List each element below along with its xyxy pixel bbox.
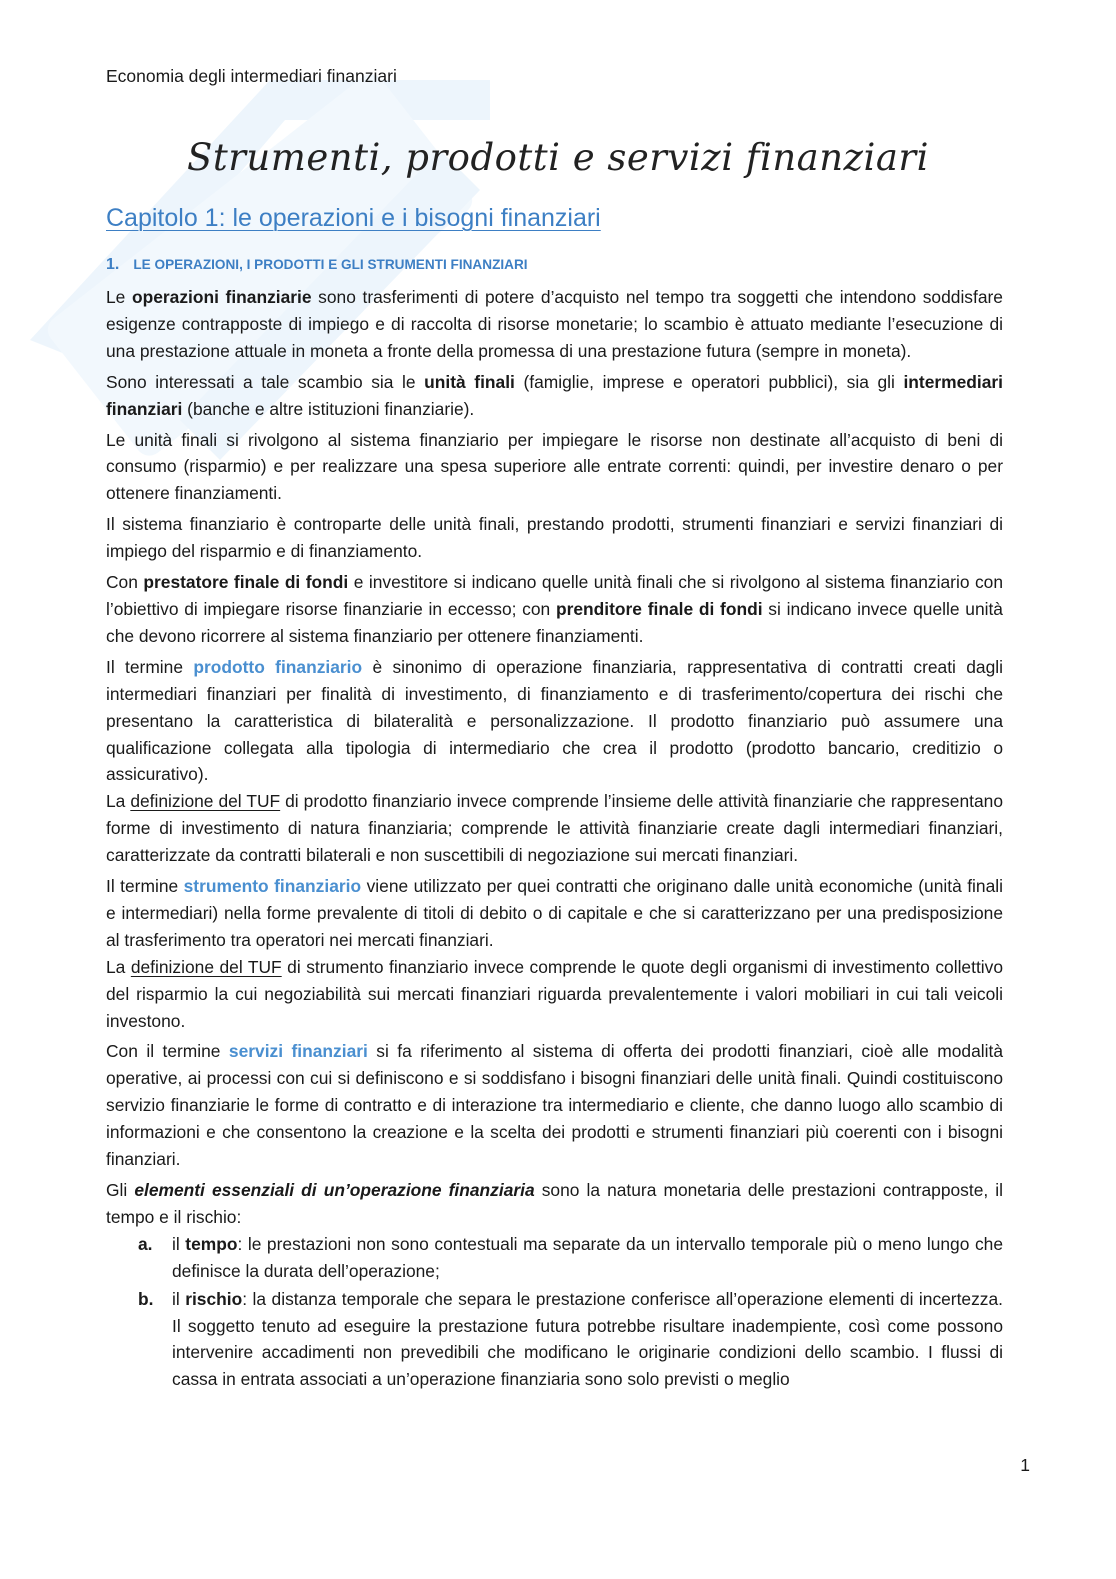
elements-list — [106, 1231, 1003, 1393]
list-item: a. il tempo: le prestazioni non sono contestuali ma separate da un intervallo temporale più o meno lungo che definisce la durata dell’operazione; — [138, 1233, 1003, 1281]
document-title: Strumenti, prodotti e servizi finanziari — [187, 136, 929, 179]
list-item: b. il rischio: la distanza temporale che separa le prestazione conferisce all’operazione elementi di incertezza. Il soggetto tenuto ad eseguire la prestazione futura potrebbe risultare inadempiente, così come possono intervenire accadimenti non prevedibili che modificano le originarie condizioni dello scambio. I flussi di cassa in entrata associati a un’operazione finanziaria sono solo previsti o meglio — [138, 1288, 1003, 1390]
paragraph: Sono interessati a tale scambio sia le unità finali (famiglie, imprese e operatori pubblici), sia gli intermediari finanziari (banche e altre istituzioni finanziarie). — [106, 371, 1003, 419]
running-head: Economia degli intermediari finanziari — [106, 66, 397, 86]
body-text — [106, 284, 1003, 1394]
tuf-definition-link: definizione del TUF — [130, 956, 282, 977]
term-servizi-finanziari: servizi finanziari — [228, 1041, 368, 1062]
term-prodotto-finanziario: prodotto finanziario — [193, 656, 363, 677]
section-number: 1. — [106, 256, 120, 273]
section-title: LE OPERAZIONI, I PRODOTTI E GLI STRUMENTI FINANZIARI — [133, 257, 528, 272]
paragraph: Gli elementi essenziali di un’operazione finanziaria sono la natura monetaria delle prestazioni contrapposte, il tempo e il rischio: — [106, 1180, 1003, 1227]
paragraph: Il sistema finanziario è controparte delle unità finali, prestando prodotti, strumenti finanziari e servizi finanziari di impiego del risparmio e di finanziamento. — [106, 514, 1003, 562]
paragraph: Con prestatore finale di fondi e investitore si indicano quelle unità finali che si rivolgono al sistema finanziario con l’obiettivo di impiegare risorse finanziarie in eccesso; con prenditore finale di fondi si indicano invece quelle unità che devono ricorrere al sistema finanziario per ottenere finanziamenti. — [106, 572, 1004, 646]
page-number: 1 — [1020, 1455, 1030, 1475]
paragraph: Con il termine servizi finanziari si fa riferimento al sistema di offerta dei prodotti finanziari, cioè alle modalità operative, ai processi con cui si definiscono e si soddisfano i bisogni finanziari delle unità finali. Quindi costituiscono servizio finanziarie le forme di contratto e di interazione tra intermediario e cliente, che danno luogo allo scambio di informazioni e che consentono la creazione e la scelta dei prodotti e strumenti finanziari più coerenti con i bisogni finanziari. — [106, 1041, 1004, 1170]
paragraph: Il termine prodotto finanziario è sinonimo di operazione finanziaria, rappresentativa di contratti creati dagli intermediari finanziari per finalità di investimento, di finanziamento e di trasferimento/copertura dei rischi che presentano la caratteristica di bilateralità e personalizzazione. Il prodotto finanziario può assumere una qualificazione collegata alla tipologia di intermediario che crea il prodotto (prodotto bancario, creditizio o assicurativo). — [106, 656, 1003, 785]
paragraph: La definizione del TUF di prodotto finanziario invece comprende l’insieme delle attività finanziarie che rappresentano forme di investimento di natura finanziaria; comprende le attività finanziarie create dagli intermediari finanziari, caratterizzate da contratti bilaterali e non suscettibili di negoziazione sui mercati finanziari. — [106, 791, 1003, 866]
section-heading — [106, 256, 528, 274]
term-strumento-finanziario: strumento finanziario — [183, 876, 362, 897]
paragraph: Le operazioni finanziarie sono trasferimenti di potere d’acquisto nel tempo tra soggetti che intendono soddisfare esigenze contrapposte di impiego e di raccolta di risorse monetarie; lo scambio è attuato mediante l’esecuzione di una prestazione attuale in moneta a fronte della promessa di una prestazione futura (sempre in moneta). — [106, 287, 1003, 361]
paragraph: Il termine strumento finanziario viene utilizzato per quei contratti che originano dalle unità economiche (unità finali e intermediari) nella forme prevalente di titoli di debito o di capitale e che si caratterizzano per una predisposizione al trasferimento tra operatori nei mercati finanziari. — [106, 876, 1003, 950]
paragraph: La definizione del TUF di strumento finanziario invece comprende le quote degli organismi di investimento collettivo del risparmio la cui negoziabilità sui mercati finanziari riguarda prevalentemente i valori mobiliari in cui tali veicoli investono. — [106, 956, 1004, 1031]
tuf-definition-link: definizione del TUF — [130, 791, 281, 812]
paragraph: Le unità finali si rivolgono al sistema finanziario per impiegare le risorse non destinate all’acquisto di beni di consumo (risparmio) e per realizzare una spesa superiore alle entrate correnti: quindi, per investire denaro o per ottenere finanziamenti. — [106, 429, 1003, 504]
chapter-heading: Capitolo 1: le operazioni e i bisogni finanziari — [106, 204, 601, 232]
